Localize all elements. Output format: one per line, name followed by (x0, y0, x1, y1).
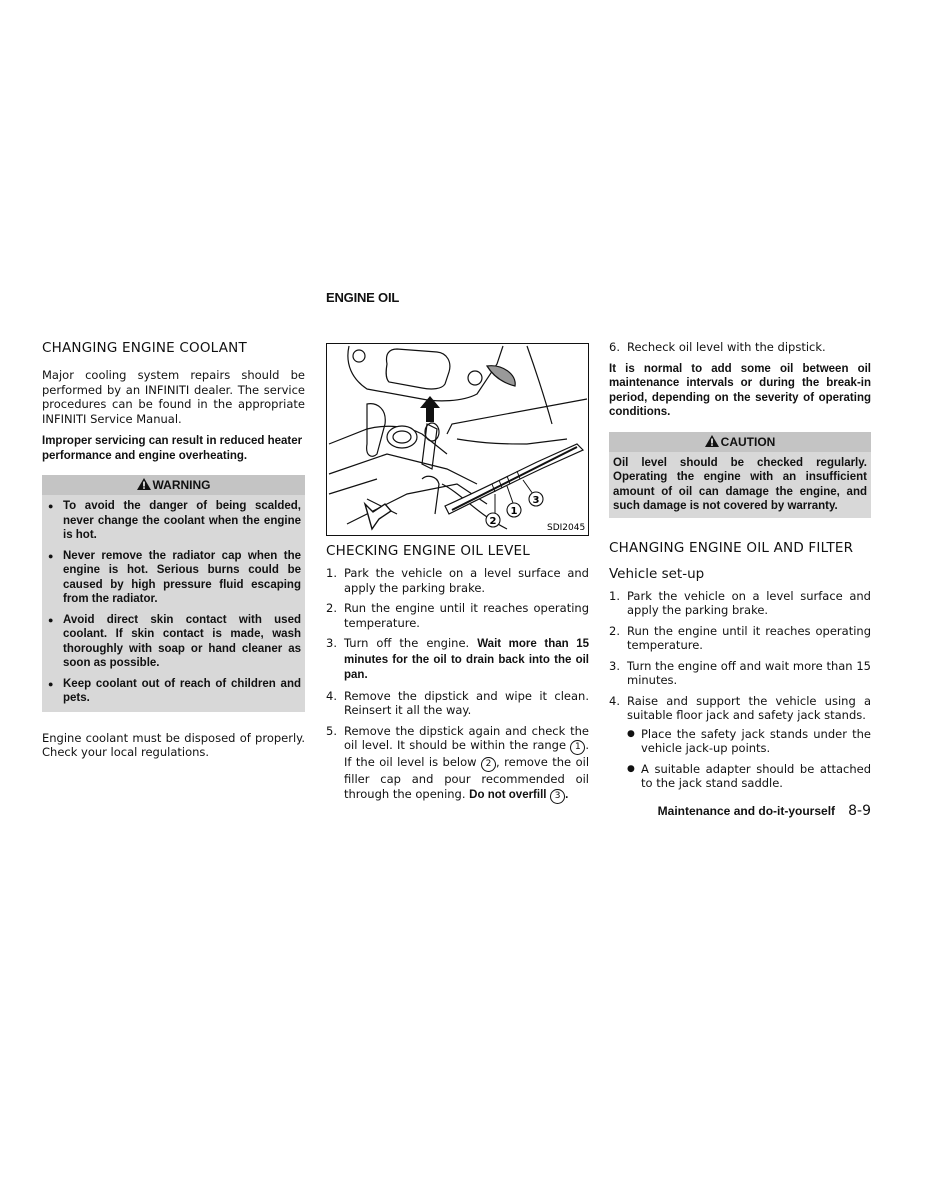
column-oil-change (609, 340, 871, 797)
list-item: 4. Remove the dipstick and wipe it clean. Reinsert it all the way. (326, 688, 589, 717)
marker-1-label: 1 (510, 506, 518, 517)
list-item: ● Avoid direct skin contact with used coolant. If skin contact is made, wash thoroughly with soap or hand cleaner as soon as possible. (46, 613, 301, 671)
oil-note: It is normal to add some oil between oil maintenance intervals or during the break-in period, depending on the severity of operating conditions. (609, 362, 871, 418)
list-item: 4. Raise and support the vehicle using a suitable floor jack and safety jack stands. ● Place the safety jack stands under the vehicle jack-up points. ● A suitable adapter should be attached to the jack stand saddle. (609, 694, 871, 791)
jack-sub-list (627, 727, 871, 791)
coolant-intro: Major cooling system repairs should be performed by an INFINITI dealer. The service procedures can be found in the appropriate INFINITI Service Manual. (42, 368, 305, 426)
coolant-closing: Engine coolant must be disposed of properly. Check your local regulations. (42, 730, 305, 759)
marker-2-label: 2 (489, 516, 497, 527)
caution-box (609, 432, 871, 518)
list-item: 1. Park the vehicle on a level surface and apply the parking brake. (609, 588, 871, 617)
oil-level-steps (326, 566, 589, 804)
list-item: ● Keep coolant out of reach of children and pets. (46, 677, 301, 706)
list-item: 2. Run the engine until it reaches operating temperature. (326, 601, 589, 630)
oil-level-title: CHECKING ENGINE OIL LEVEL (326, 543, 530, 559)
list-item: 5. Remove the dipstick again and check the oil level. It should be within the range 1 . If the oil level is below 2 , remove the oil filler cap and pour recommended oil through the opening. Do not overfill 3 . (326, 724, 589, 804)
warning-list (46, 499, 301, 706)
list-item: ● A suitable adapter should be attached to the jack stand saddle. (627, 762, 871, 791)
vehicle-setup-subtitle: Vehicle set-up (609, 565, 705, 582)
list-item: 3. Turn off the engine. Wait more than 15 minutes for the oil to drain back into the oil pan. (326, 636, 590, 681)
caution-icon (705, 435, 719, 447)
range-marker-3: 3 (550, 789, 565, 804)
oil-change-title: CHANGING ENGINE OIL AND FILTER (609, 539, 854, 556)
coolant-note: Improper servicing can result in reduced heater performance and engine overheating. (42, 435, 303, 462)
chapter-title: Maintenance and do-it-yourself (657, 804, 836, 818)
list-item: 3. Turn the engine off and wait more than 15 minutes. (609, 658, 871, 687)
engine-illustration (327, 344, 588, 535)
caution-text: Oil level should be checked regularly. Operating the engine with an insufficient amount of oil can damage the engine, and such damage is not covered by warranty. (613, 456, 867, 512)
section-header: ENGINE OIL (326, 290, 400, 305)
warning-box (42, 475, 305, 712)
list-item: 1. Park the vehicle on a level surface and apply the parking brake. (326, 566, 589, 595)
caution-label: CAUTION (720, 434, 776, 449)
list-item: ● Place the safety jack stands under the vehicle jack-up points. (627, 727, 871, 756)
list-item: 6. Recheck oil level with the dipstick. (609, 340, 826, 354)
page-number: 8-9 (848, 803, 871, 819)
list-item: ● Never remove the radiator cap when the engine is hot. Serious burns could be caused by high pressure fluid escaping from the radiator. (46, 549, 301, 607)
page-footer (609, 800, 871, 819)
column-oil-level (326, 343, 589, 810)
column-coolant (42, 340, 305, 760)
range-marker-2: 2 (481, 757, 496, 772)
range-marker-1: 1 (570, 740, 585, 755)
dipstick-figure (326, 343, 589, 536)
caution-header (609, 432, 871, 452)
list-item: 2. Run the engine until it reaches operating temperature. (609, 623, 871, 652)
coolant-title: CHANGING ENGINE COOLANT (42, 340, 247, 356)
list-item: ● To avoid the danger of being scalded, never change the coolant when the engine is hot. (46, 499, 301, 543)
vehicle-setup-steps (609, 589, 871, 791)
marker-3-label: 3 (532, 495, 540, 506)
warning-label: WARNING (152, 478, 211, 492)
figure-code: SDI2045 (547, 523, 586, 533)
warning-header (42, 475, 305, 495)
oil-level-step-6 (609, 340, 871, 355)
warning-icon (137, 478, 151, 490)
